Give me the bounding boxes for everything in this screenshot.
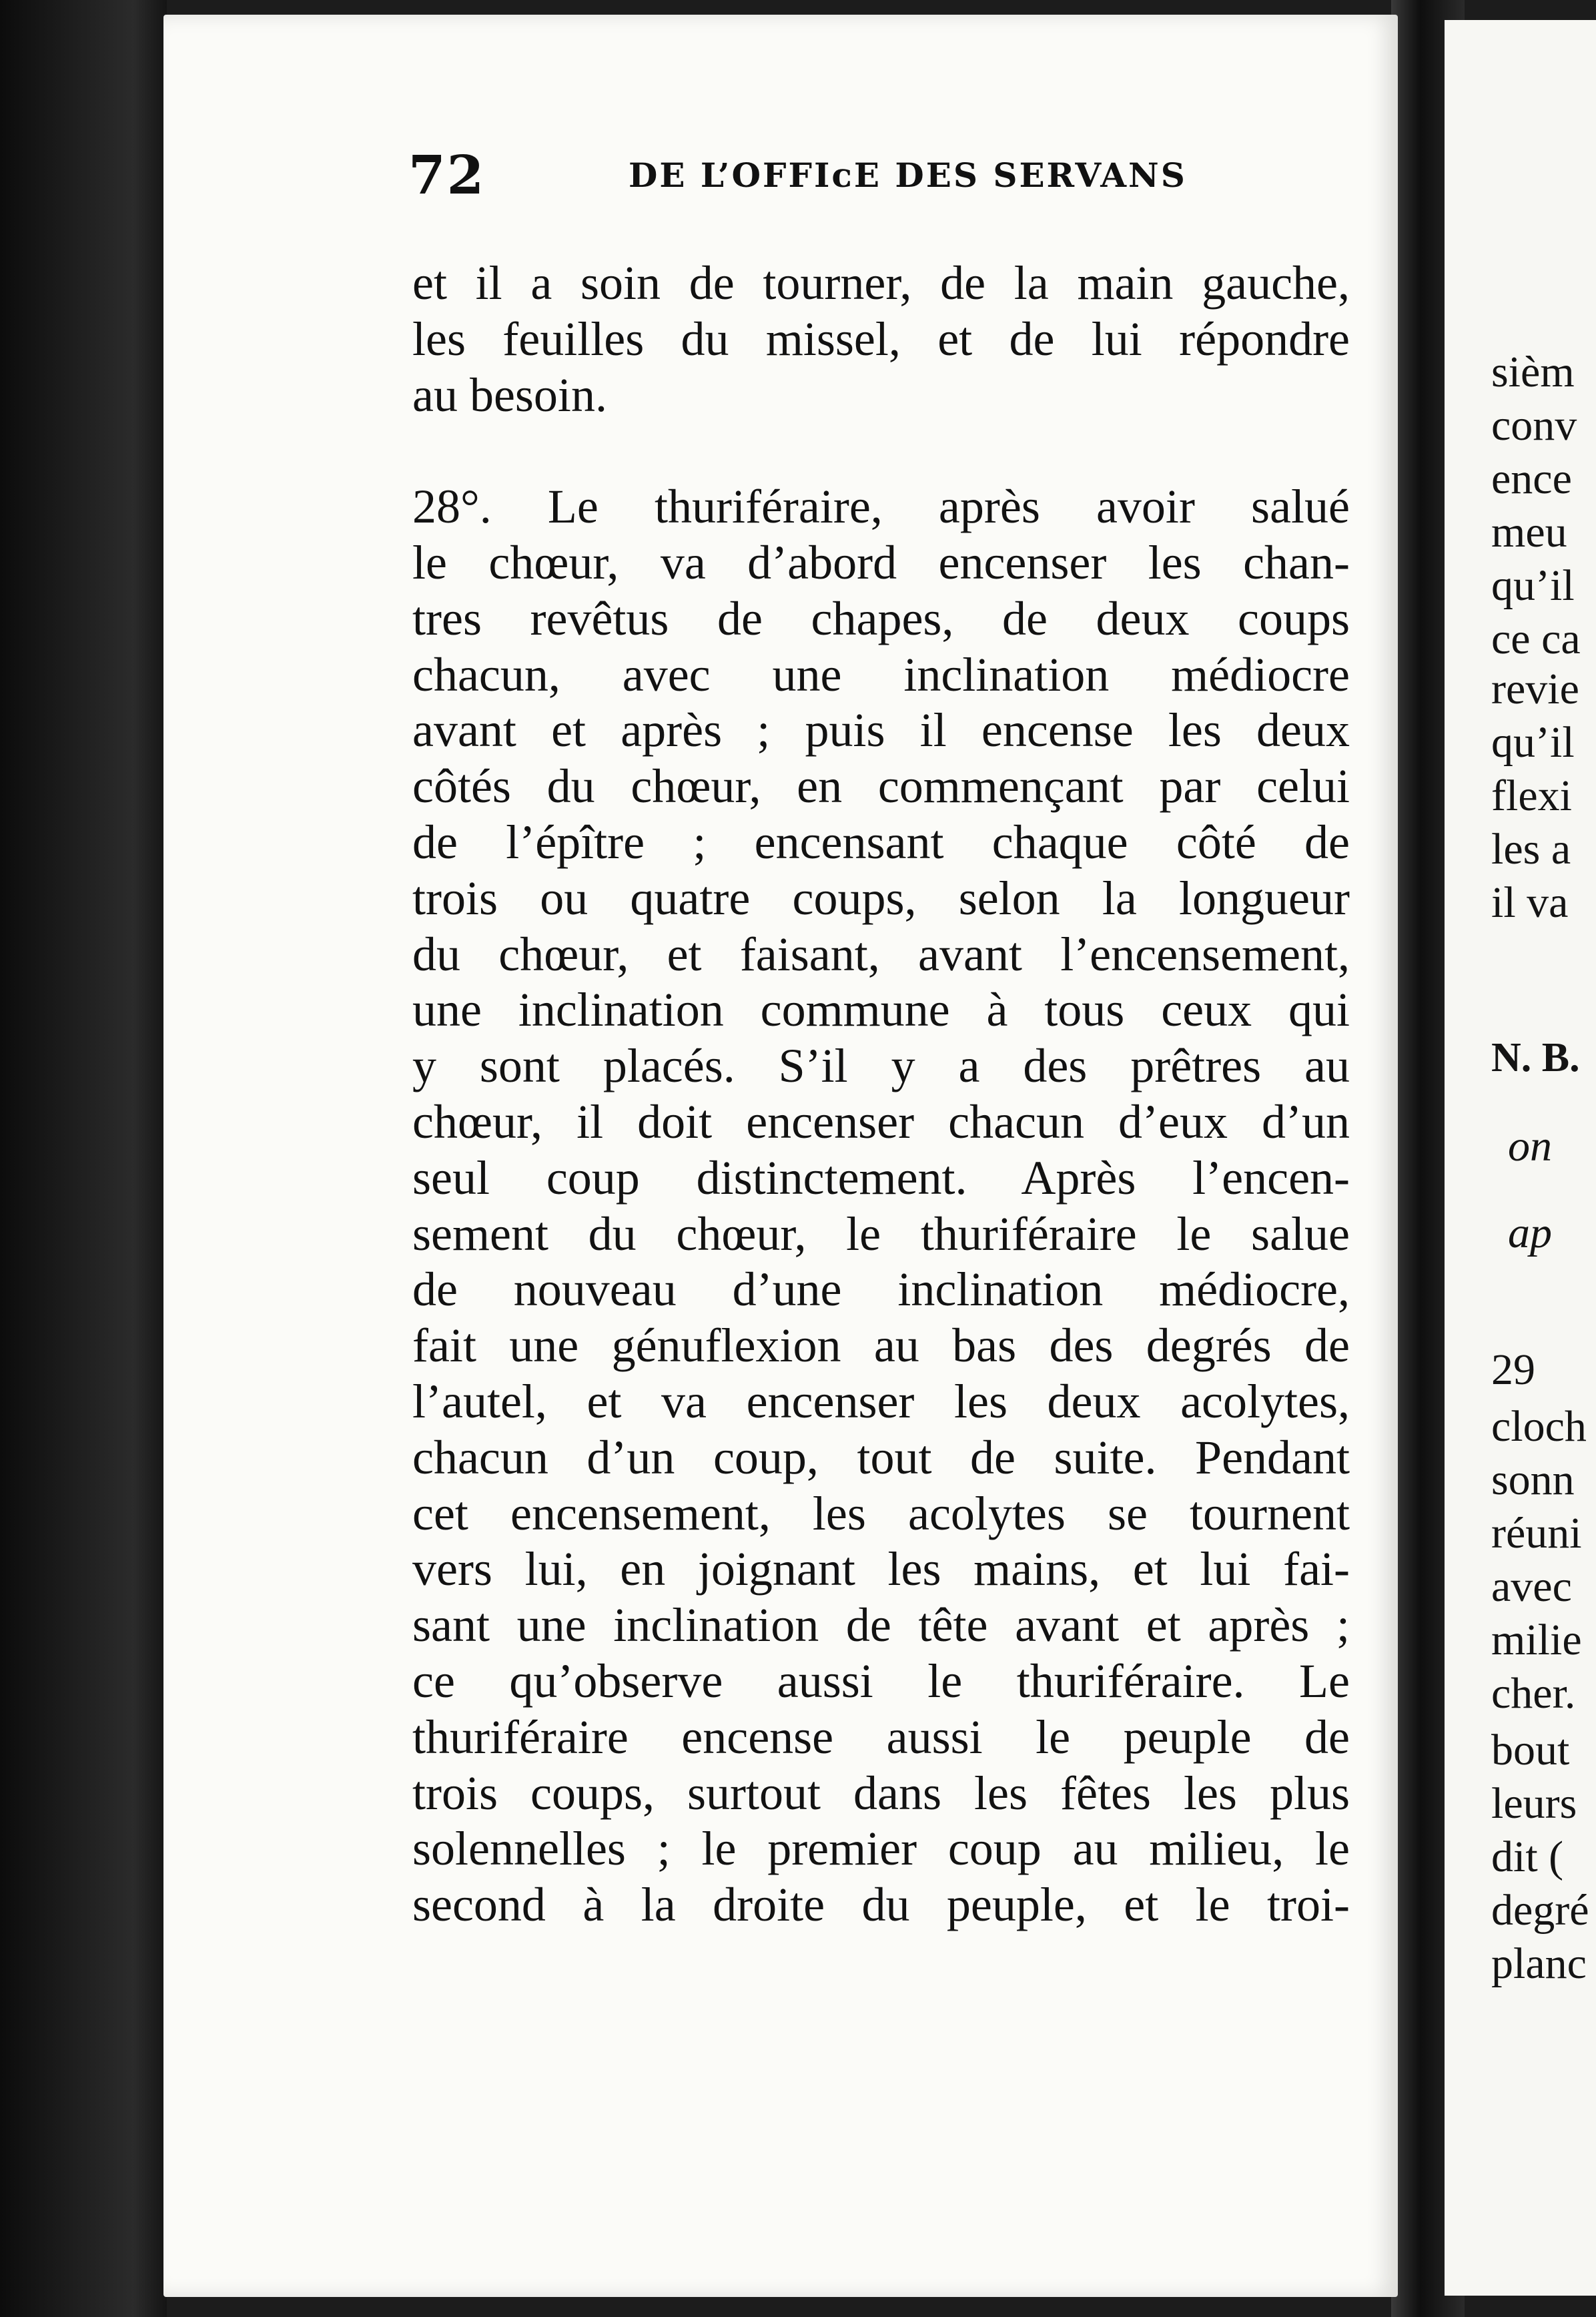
text-line: chacun d’un coup, tout de suite. Pendant xyxy=(412,1430,1350,1484)
facing-page-line: ce ca xyxy=(1491,615,1581,663)
text-line: sement du chœur, le thuriféraire le salue xyxy=(412,1207,1350,1261)
facing-page-line: sonn xyxy=(1491,1455,1575,1504)
text-line: du chœur, et faisant, avant l’encensement, xyxy=(412,927,1350,981)
text-line: cet encensement, les acolytes se tournent xyxy=(412,1486,1350,1540)
text-line: sant une inclination de tête avant et après ; xyxy=(412,1598,1350,1652)
text-line: et il a soin de tourner, de la main gauche, xyxy=(412,256,1350,310)
facing-page-line: ence xyxy=(1491,454,1572,503)
facing-page-line: les a xyxy=(1491,825,1571,874)
facing-page xyxy=(1445,20,1596,2296)
text-line: avant et après ; puis il encense les deux xyxy=(412,703,1350,757)
facing-page-line: conv xyxy=(1491,401,1577,450)
text-line: 28°. Le thuriféraire, après avoir salué xyxy=(412,480,1350,534)
facing-page-line: cher. xyxy=(1491,1669,1576,1718)
facing-page-line: revie xyxy=(1491,665,1579,713)
text-line: l’autel, et va encenser les deux acolytes, xyxy=(412,1374,1350,1428)
text-line: chacun, avec une inclination médiocre xyxy=(412,647,1350,701)
facing-page-line: milie xyxy=(1491,1616,1582,1664)
text-line: trois coups, surtout dans les fêtes les plus xyxy=(412,1766,1350,1820)
facing-page-line: qu’il xyxy=(1491,718,1575,767)
text-line: second à la droite du peuple, et le troi- xyxy=(412,1878,1350,1932)
facing-page-line: meu xyxy=(1491,508,1567,557)
facing-page-line: dit ( xyxy=(1491,1833,1564,1881)
book-edge xyxy=(0,0,167,2317)
text-line: ce qu’observe aussi le thuriféraire. Le xyxy=(412,1654,1350,1708)
facing-page-line: N. B. xyxy=(1491,1035,1580,1080)
text-line: une inclination commune à tous ceux qui xyxy=(412,983,1350,1037)
text-line: fait une génuflexion au bas des degrés de xyxy=(412,1319,1350,1373)
text-line: solennelles ; le premier coup au milieu, le xyxy=(412,1822,1350,1876)
text-line: seul coup distinctement. Après l’encen- xyxy=(412,1150,1350,1205)
text-line: côtés du chœur, en commençant par celui xyxy=(412,759,1350,813)
facing-page-line: réuni xyxy=(1491,1509,1582,1558)
facing-page-line: avec xyxy=(1491,1562,1572,1611)
text-line: trois ou quatre coups, selon la longueur xyxy=(412,871,1350,925)
text-line: vers lui, en joignant les mains, et lui fai- xyxy=(412,1542,1350,1596)
text-line: y sont placés. S’il y a des prêtres au xyxy=(412,1039,1350,1093)
facing-page-line: sièm xyxy=(1491,348,1575,396)
facing-page-line: ap xyxy=(1508,1209,1552,1257)
text-line: de nouveau d’une inclination médiocre, xyxy=(412,1263,1350,1317)
facing-page-line: cloch xyxy=(1491,1402,1587,1451)
text-line: au besoin. xyxy=(412,368,607,422)
text-line: tres revêtus de chapes, de deux coups xyxy=(412,591,1350,645)
page-header xyxy=(408,143,1342,204)
paragraph-gap xyxy=(412,423,1350,479)
facing-page-line: planc xyxy=(1491,1939,1587,1988)
facing-page-line: il va xyxy=(1491,878,1569,927)
body-text xyxy=(412,256,1350,1933)
facing-page-line: leurs xyxy=(1491,1779,1577,1828)
facing-page-line: degré xyxy=(1491,1886,1589,1935)
running-head: DE L’OFFIᴄE DES SERVANS xyxy=(629,155,1187,195)
text-line: les feuilles du missel, et de lui répondre xyxy=(412,312,1350,366)
facing-page-line: bout xyxy=(1491,1726,1570,1774)
facing-page-line: 29 xyxy=(1491,1345,1535,1394)
facing-page-line: on xyxy=(1508,1122,1552,1171)
facing-page-line: qu’il xyxy=(1491,561,1575,610)
text-line: de l’épître ; encensant chaque côté de xyxy=(412,815,1350,869)
text-line: chœur, il doit encenser chacun d’eux d’un xyxy=(412,1094,1350,1148)
text-line: le chœur, va d’abord encenser les chan- xyxy=(412,535,1350,589)
text-line: thuriféraire encense aussi le peuple de xyxy=(412,1710,1350,1764)
facing-page-line: flexi xyxy=(1491,771,1572,820)
page-number: 72 xyxy=(408,143,486,206)
